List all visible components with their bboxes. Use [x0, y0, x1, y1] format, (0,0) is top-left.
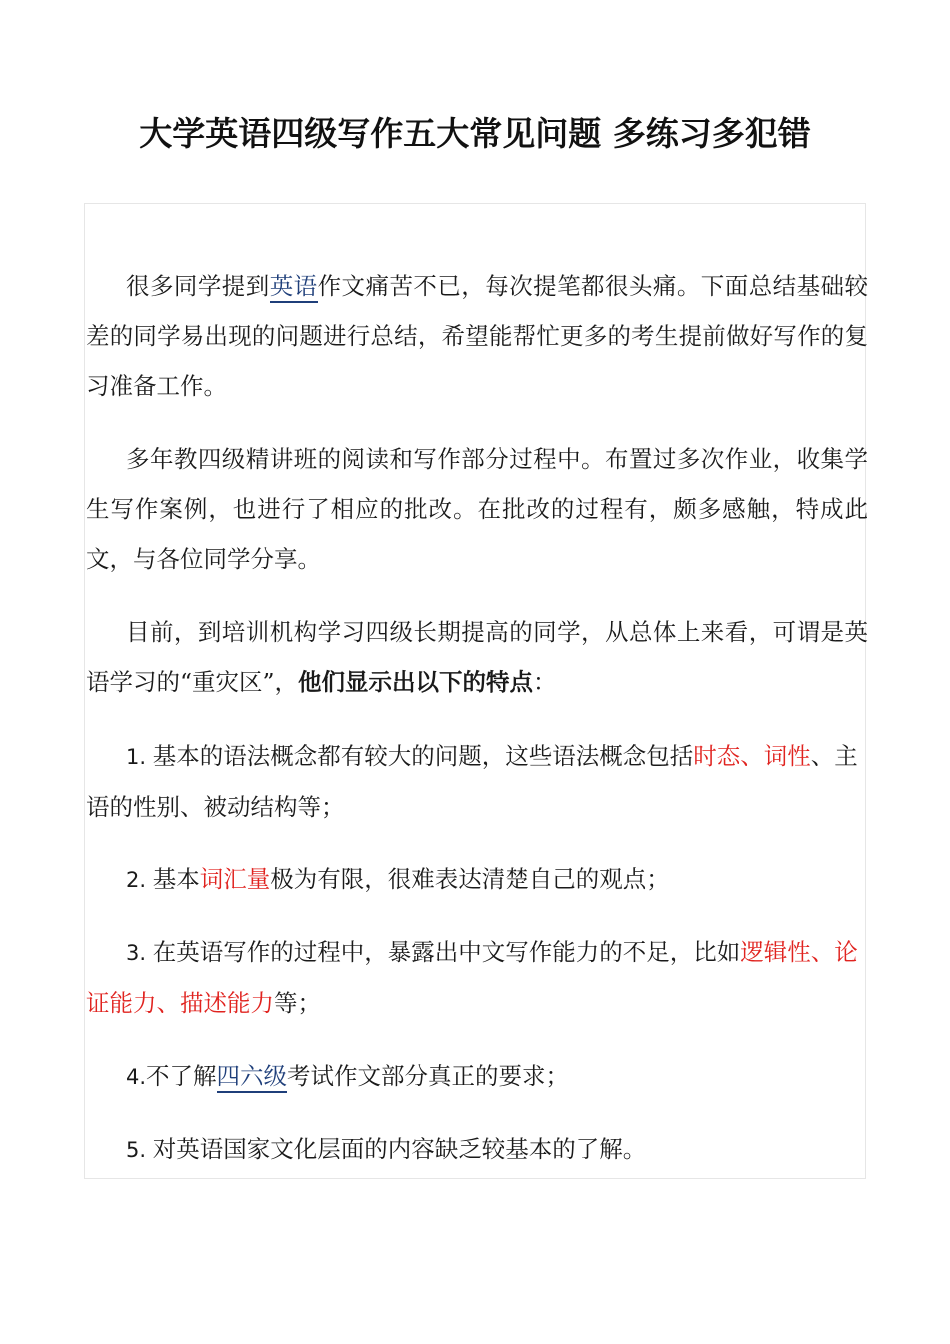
list-item — [86, 1124, 868, 1175]
text: 很多同学提到 — [126, 272, 270, 300]
highlight-text: 逻辑性、论证能力、描述能力 — [86, 938, 858, 1017]
paragraph-experience: 多年教四级精讲班的阅读和写作部分过程中。布置过多次作业，收集学生写作案例，也进行了相应的批改。在批改的过程有，颇多感触，特成此文，与各位同学分享。 — [86, 445, 868, 573]
link-cet46[interactable]: 四六级 — [217, 1062, 288, 1093]
item-number: 2. — [126, 868, 153, 892]
item-number: 3. — [126, 941, 153, 965]
text: 考试作文部分真正的要求； — [287, 1062, 570, 1090]
list-item — [86, 927, 868, 1028]
item-number: 4. — [126, 1065, 147, 1089]
paragraph-intro — [86, 261, 868, 411]
item-number: 1. — [126, 745, 153, 769]
text: 等； — [274, 989, 321, 1017]
link-english[interactable]: 英语 — [270, 272, 318, 303]
text: 在英语写作的过程中，暴露出中文写作能力的不足，比如 — [152, 938, 741, 966]
item-number: 5. — [126, 1138, 153, 1162]
text: 对英语国家文化层面的内容缺乏较基本的了解。 — [152, 1135, 647, 1163]
text: 目前，到培训机构学习四级长期提高的同学，从总体上来看，可谓是英语学习的“重灾区”， — [86, 618, 868, 696]
list-item — [86, 1051, 868, 1102]
page-title: 大学英语四级写作五大常见问题 多练习多犯错 — [139, 114, 811, 153]
text: 基本的语法概念都有较大的问题，这些语法概念包括 — [152, 742, 694, 770]
list-item — [86, 854, 868, 905]
text: 极为有限，很难表达清楚自己的观点； — [270, 865, 670, 893]
text: 基本 — [152, 865, 200, 893]
text: 作文痛苦不已，每次提笔都很头痛。下面总结基础较差的同学易出现的问题进行总结，希望能帮忙更多的考生提前做好写作的复习准备工作。 — [86, 272, 869, 400]
highlight-text: 时态、词性 — [693, 742, 811, 770]
text: 、主语的性别、被动结构等； — [86, 742, 858, 821]
highlight-text: 词汇量 — [199, 865, 271, 893]
list-item — [86, 731, 868, 832]
text: ： — [533, 668, 557, 696]
paragraph-characteristics — [86, 607, 868, 707]
text: 不了解 — [146, 1062, 217, 1090]
bold-text: 他们显示出以下的特点 — [298, 668, 534, 696]
